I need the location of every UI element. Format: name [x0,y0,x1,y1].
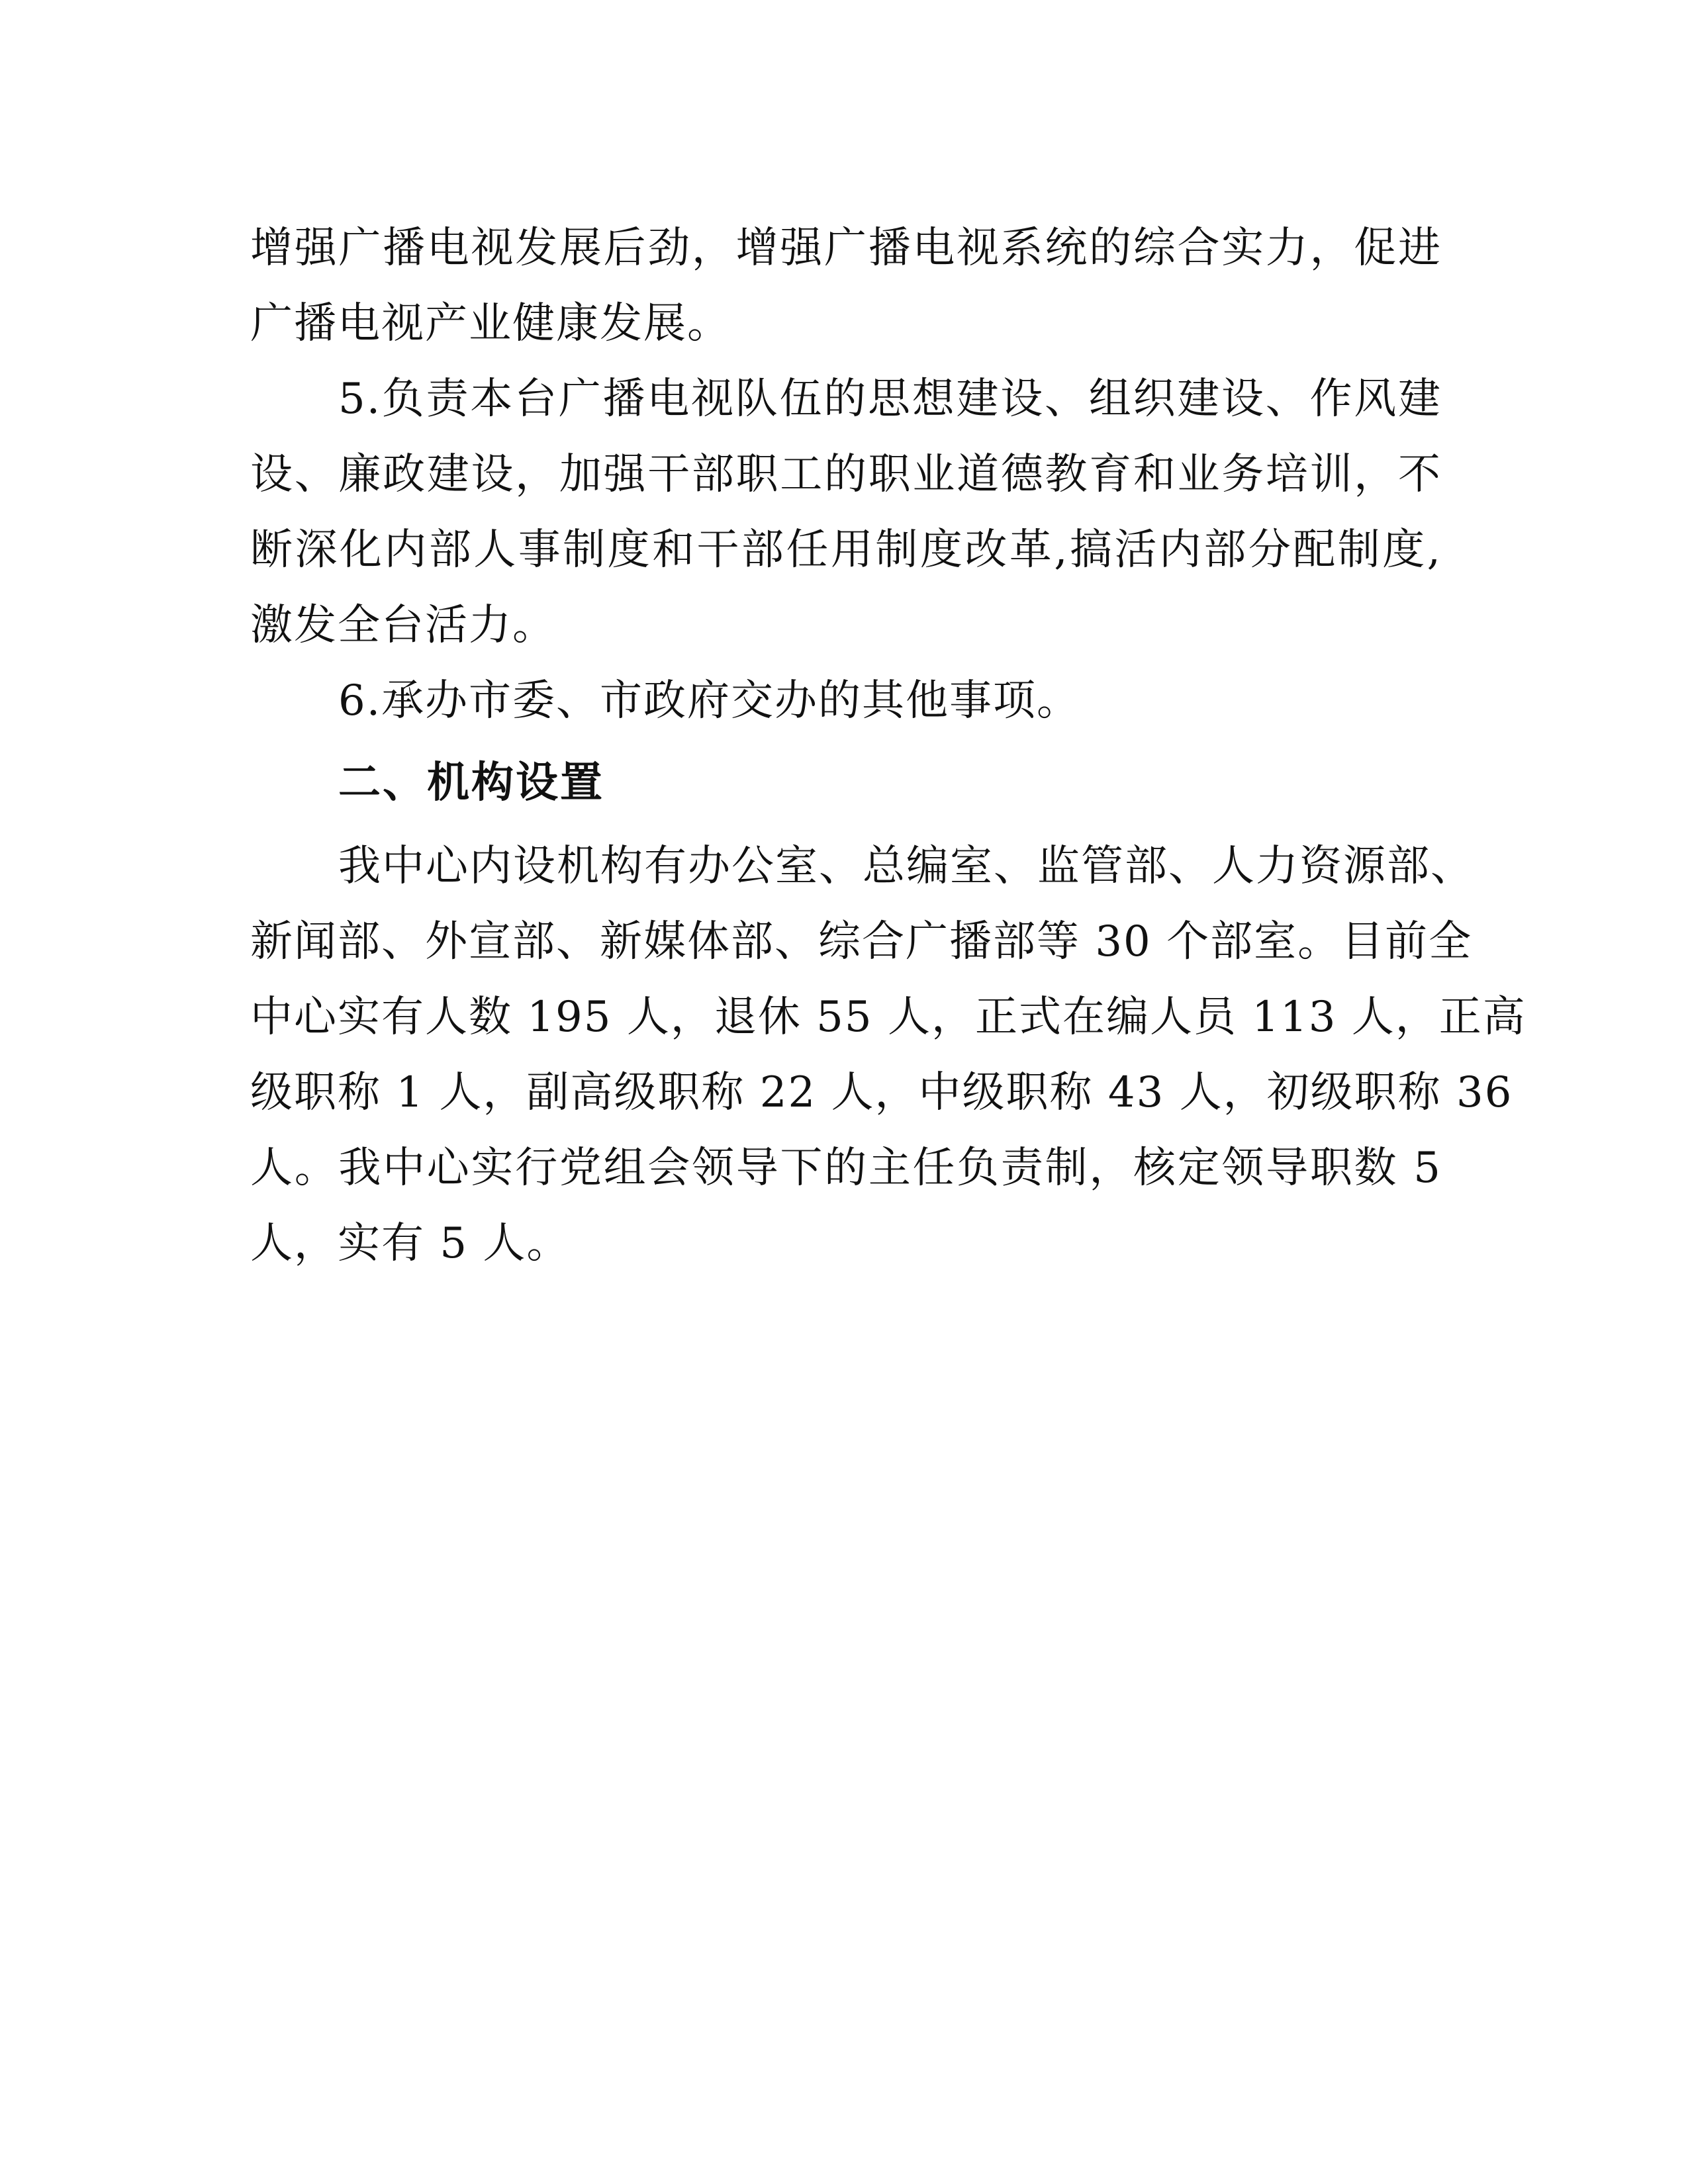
paragraph-item-6 [250,663,1442,739]
text-line: 人，实有 5 人。 [250,1219,571,1268]
paragraph-organization [250,829,1526,1281]
section-heading [250,745,1442,821]
text-line: 我中心内设机构有办公室、总编室、监管部、人力资源部、 [338,842,1474,891]
spacer [250,821,1442,829]
text-line: 中心实有人数 195 人，退休 55 人，正式在编人员 113 人，正高 [250,993,1526,1042]
body-text [250,210,1526,1281]
paragraph-item-5 [250,361,1442,663]
text-line: 人。我中心实行党组会领导下的主任负责制，核定领导职数 5 [250,1144,1442,1193]
text-line: 断深化内部人事制度和干部任用制度改革,搞活内部分配制度, [250,525,1442,574]
text-line: 广播电视产业健康发展。 [250,299,731,348]
text-line: 级职称 1 人，副高级职称 22 人，中级职称 43 人，初级职称 36 [250,1068,1513,1117]
spacer [250,739,1442,745]
text-line: 5.负责本台广播电视队伍的思想建设、组织建设、作风建 [338,375,1442,424]
text-line: 设、廉政建设，加强干部职工的职业道德教育和业务培训，不 [250,450,1442,499]
text-line: 新闻部、外宣部、新媒体部、综合广播部等 30 个部室。目前全 [250,917,1473,966]
paragraph-development [250,210,1442,361]
text-line: 增强广播电视发展后劲，增强广播电视系统的综合实力，促进 [250,224,1442,273]
text-line: 激发全台活力。 [250,601,556,650]
section-title: 二、机构设置 [338,758,604,807]
text-line: 6.承办市委、市政府交办的其他事项。 [338,676,1081,725]
